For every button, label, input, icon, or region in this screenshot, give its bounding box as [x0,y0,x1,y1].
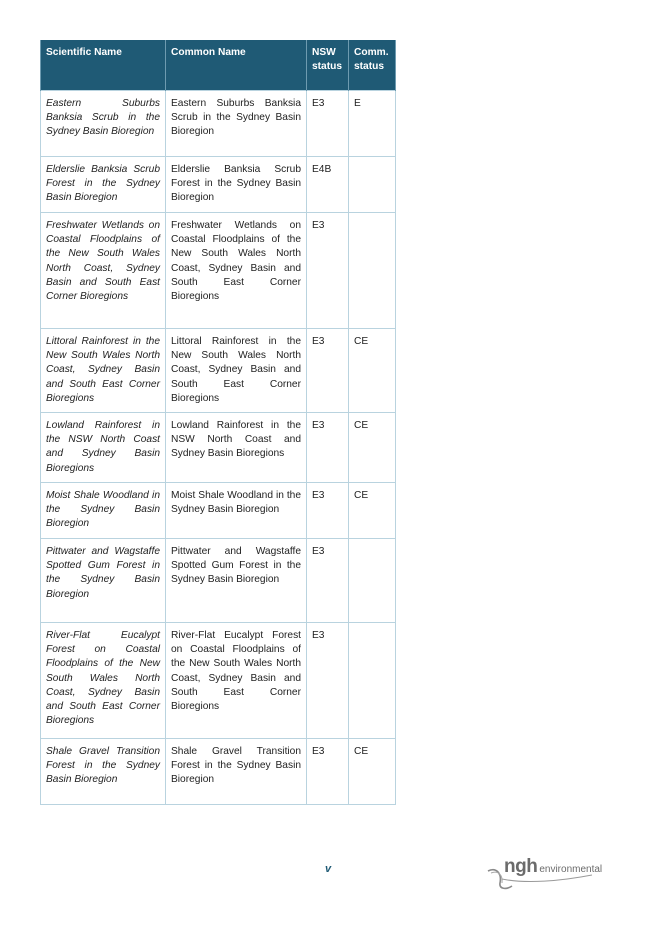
cell-common-name: Pittwater and Wagstaffe Spotted Gum Forest in the Sydney Basin Bioregion [166,539,307,623]
cell-common-name: Littoral Rainforest in the New South Wales North Coast, Sydney Basin and South East Corner Bioregions [166,329,307,413]
cell-comm-status: CE [349,329,396,413]
table-body [41,91,396,805]
table-row [41,91,396,157]
cell-comm-status [349,213,396,329]
cell-common-name: Lowland Rainforest in the NSW North Coast and Sydney Basin Bioregions [166,413,307,483]
cell-comm-status: E [349,91,396,157]
logo-wordmark [504,856,602,878]
cell-nsw-status: E3 [307,91,349,157]
table-header [41,40,396,91]
cell-comm-status [349,623,396,739]
cell-scientific-name: Freshwater Wetlands on Coastal Floodplains of the New South Wales North Coast, Sydney Basin and South East Corner Bioregions [41,213,166,329]
table-row [41,413,396,483]
cell-comm-status [349,539,396,623]
cell-nsw-status: E3 [307,213,349,329]
cell-common-name: River-Flat Eucalypt Forest on Coastal Floodplains of the New South Wales North Coast, Sydney Basin and South East Corner Bioregions [166,623,307,739]
cell-common-name: Moist Shale Woodland in the Sydney Basin Bioregion [166,483,307,539]
cell-nsw-status: E3 [307,413,349,483]
cell-scientific-name: Shale Gravel Transition Forest in the Sydney Basin Bioregion [41,739,166,805]
cell-common-name: Eastern Suburbs Banksia Scrub in the Sydney Basin Bioregion [166,91,307,157]
table-row [41,623,396,739]
header-scientific-name: Scientific Name [41,40,166,91]
table-row [41,157,396,213]
ngh-environmental-logo [486,853,603,893]
cell-scientific-name: Littoral Rainforest in the New South Wales North Coast, Sydney Basin and South East Corner Bioregions [41,329,166,413]
header-comm-status: Comm. status [349,40,396,91]
header-nsw-status: NSW status [307,40,349,91]
page-number: v [324,863,332,875]
cell-common-name: Freshwater Wetlands on Coastal Floodplains of the New South Wales North Coast, Sydney Basin and South East Corner Bioregions [166,213,307,329]
cell-comm-status: CE [349,739,396,805]
cell-comm-status [349,157,396,213]
cell-scientific-name: Lowland Rainforest in the NSW North Coast and Sydney Basin Bioregions [41,413,166,483]
table-row [41,329,396,413]
cell-comm-status: CE [349,483,396,539]
cell-scientific-name: River-Flat Eucalypt Forest on Coastal Floodplains of the New South Wales North Coast, Sydney Basin and South East Corner Bioregions [41,623,166,739]
logo-primary-text: ngh [504,856,538,877]
cell-nsw-status: E3 [307,739,349,805]
cell-scientific-name: Pittwater and Wagstaffe Spotted Gum Forest in the Sydney Basin Bioregion [41,539,166,623]
cell-nsw-status: E3 [307,623,349,739]
table-row [41,739,396,805]
table-row [41,213,396,329]
threatened-communities-table [40,40,396,805]
cell-nsw-status: E3 [307,329,349,413]
cell-comm-status: CE [349,413,396,483]
cell-common-name: Elderslie Banksia Scrub Forest in the Sydney Basin Bioregion [166,157,307,213]
cell-nsw-status: E3 [307,539,349,623]
cell-scientific-name: Moist Shale Woodland in the Sydney Basin Bioregion [41,483,166,539]
header-common-name: Common Name [166,40,307,91]
logo-secondary-text: environmental [539,864,603,875]
cell-common-name: Shale Gravel Transition Forest in the Sydney Basin Bioregion [166,739,307,805]
table-row [41,539,396,623]
header-row [41,40,396,91]
cell-nsw-status: E3 [307,483,349,539]
cell-scientific-name: Eastern Suburbs Banksia Scrub in the Sydney Basin Bioregion [41,91,166,157]
table-row [41,483,396,539]
cell-nsw-status: E4B [307,157,349,213]
cell-scientific-name: Elderslie Banksia Scrub Forest in the Sydney Basin Bioregion [41,157,166,213]
